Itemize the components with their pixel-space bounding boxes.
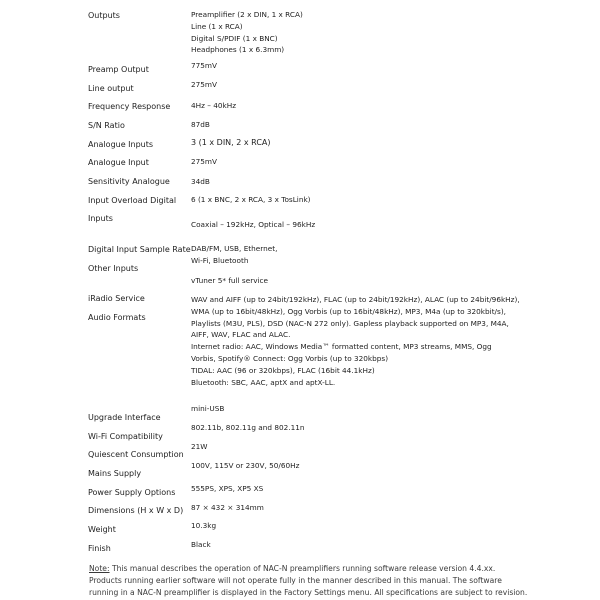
label-inputs: Inputs xyxy=(88,214,113,223)
value-analogue-inputs: 3 (1 x DIN, 2 x RCA) xyxy=(191,138,271,147)
value-preamp-output: 775mV xyxy=(191,61,218,70)
value-frequency-response: 4Hz – 40kHz xyxy=(191,101,237,110)
label-outputs: Outputs xyxy=(88,11,120,20)
label-sn-ratio: S/N Ratio xyxy=(88,121,125,130)
footnote-text: This manual describes the operation of NAC-N preamplifiers running software release version 4.4.xx. Products running earlier software will not operate fully in the manner described in this manual. The software running in a NAC-N preamplifier is displayed in the Factory Settings menu. All specifications are subject to revision. xyxy=(89,564,528,597)
value-outputs-line: Headphones (1 x 6.3mm) xyxy=(191,45,285,55)
label-wifi-compatibility: Wi-Fi Compatibility xyxy=(88,432,163,441)
value-audio-formats-line: Bluetooth: SBC, AAC, aptX and aptX-LL. xyxy=(191,377,336,387)
label-dimensions: Dimensions (H x W x D) xyxy=(88,506,184,515)
label-weight: Weight xyxy=(88,525,116,534)
value-outputs-line: Line (1 x RCA) xyxy=(191,21,243,31)
value-line-output: 275mV xyxy=(191,80,218,89)
value-audio-formats-line: Playlists (M3U, PLS), DSD (NAC-N 272 only). Gapless playback supported on MP3, M4A, xyxy=(191,318,509,328)
label-finish: Finish xyxy=(88,544,111,553)
label-upgrade-interface: Upgrade Interface xyxy=(88,413,161,422)
value-audio-formats xyxy=(191,294,520,388)
label-other-inputs: Other Inputs xyxy=(88,264,139,273)
value-iradio-service: vTuner 5* full service xyxy=(191,276,269,285)
value-audio-formats-line: Internet radio: AAC, Windows Media™ formatted content, MP3 streams, MMS, Ogg xyxy=(191,342,492,352)
value-wifi-compatibility: 802.11b, 802.11g and 802.11n xyxy=(191,423,305,432)
footnote xyxy=(89,563,529,599)
label-frequency-response: Frequency Response xyxy=(88,102,171,111)
label-sensitivity-analogue: Sensitivity Analogue xyxy=(88,177,170,186)
value-outputs-line: Digital S/PDIF (1 x BNC) xyxy=(191,33,278,43)
label-digital-input-sample-rate: Digital Input Sample Rate xyxy=(88,245,191,254)
value-other-inputs xyxy=(191,243,277,267)
value-dimensions: 87 × 432 × 314mm xyxy=(191,503,264,512)
value-other-inputs-line: DAB/FM, USB, Ethernet, xyxy=(191,244,278,253)
label-preamp-output: Preamp Output xyxy=(88,65,149,74)
value-upgrade-interface: mini-USB xyxy=(191,404,225,413)
value-sn-ratio: 87dB xyxy=(191,120,210,129)
value-inputs: Coaxial – 192kHz, Optical – 96kHz xyxy=(191,220,316,229)
value-outputs-line: Preamplifier (2 x DIN, 1 x RCA) xyxy=(191,10,303,19)
value-analogue-input: 275mV xyxy=(191,157,218,166)
footnote-prefix: Note: xyxy=(89,564,110,573)
value-input-overload-digital: 6 (1 x BNC, 2 x RCA, 3 x TosLink) xyxy=(191,195,311,204)
value-outputs xyxy=(191,9,303,56)
label-analogue-inputs: Analogue Inputs xyxy=(88,140,154,149)
label-line-output: Line output xyxy=(88,84,134,93)
value-power-supply-options: 555PS, XPS, XP5 XS xyxy=(191,484,264,493)
value-audio-formats-line: Vorbis, Spotify® Connect: Ogg Vorbis (up to 320kbps) xyxy=(191,353,389,363)
label-mains-supply: Mains Supply xyxy=(88,469,142,478)
value-weight: 10.3kg xyxy=(191,521,217,530)
label-iradio-service: iRadio Service xyxy=(88,294,145,303)
label-analogue-input: Analogue Input xyxy=(88,158,149,167)
value-audio-formats-line: TIDAL: AAC (96 or 320kbps), FLAC (16bit 44.1kHz) xyxy=(191,365,375,375)
value-audio-formats-line: WMA (up to 16bit/48kHz), Ogg Vorbis (up to 16bit/48kHz), MP3, M4a (up to 320kbit/s), xyxy=(191,306,506,316)
value-other-inputs-line: Wi-Fi, Bluetooth xyxy=(191,255,249,265)
value-mains-supply: 100V, 115V or 230V, 50/60Hz xyxy=(191,461,300,470)
value-audio-formats-line: WAV and AIFF (up to 24bit/192kHz), FLAC (up to 24bit/192kHz), ALAC (up to 24bit/96kHz), xyxy=(191,295,520,304)
label-input-overload-digital: Input Overload Digital xyxy=(88,196,177,205)
label-power-supply-options: Power Supply Options xyxy=(88,488,176,497)
value-sensitivity-analogue: 34dB xyxy=(191,177,210,186)
value-quiescent-consumption: 21W xyxy=(191,442,208,451)
value-finish: Black xyxy=(191,540,211,549)
label-audio-formats: Audio Formats xyxy=(88,313,146,322)
label-quiescent-consumption: Quiescent Consumption xyxy=(88,450,184,459)
value-audio-formats-line: AIFF, WAV, FLAC and ALAC. xyxy=(191,330,291,340)
